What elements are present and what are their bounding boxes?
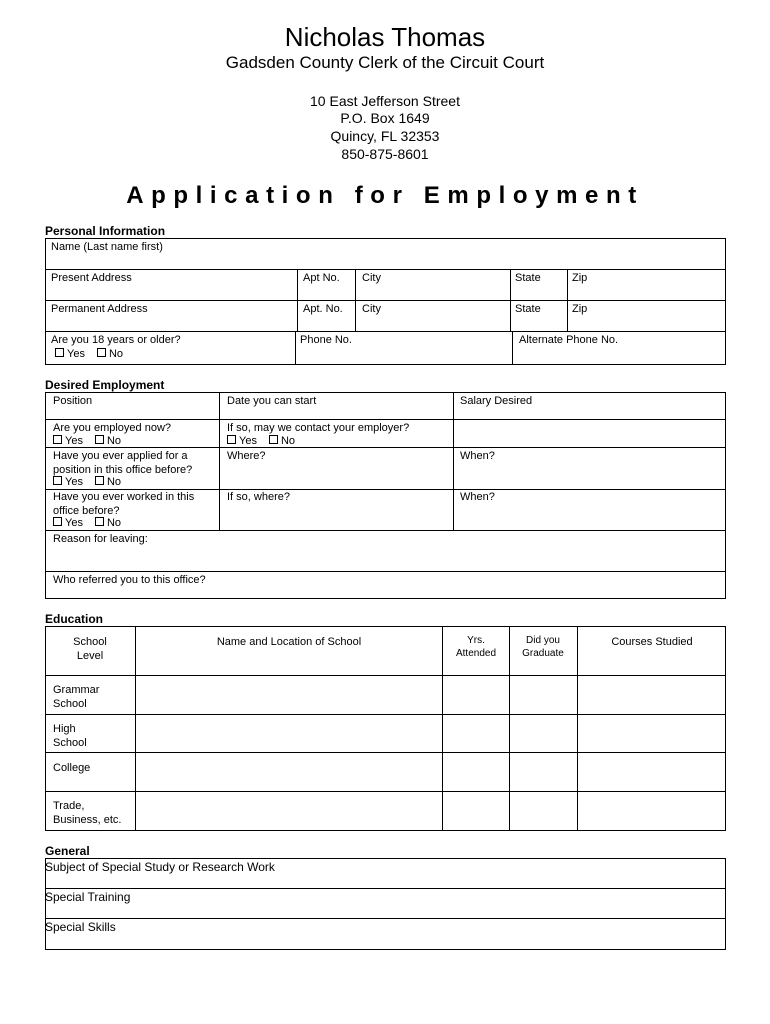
col-divider bbox=[135, 626, 136, 831]
row-divider bbox=[45, 571, 726, 572]
col-divider bbox=[509, 626, 510, 831]
col-divider bbox=[297, 269, 298, 300]
education-table bbox=[45, 626, 726, 831]
permanent-zip-field[interactable]: Zip bbox=[572, 303, 588, 315]
permanent-address-field[interactable]: Permanent Address bbox=[51, 303, 148, 315]
employed-now-label: Are you employed now? bbox=[53, 422, 172, 434]
col-school-name: Name and Location of School bbox=[216, 636, 362, 648]
no-label: No bbox=[106, 476, 122, 488]
zip-field[interactable]: Zip bbox=[572, 272, 588, 284]
special-study-field[interactable]: Subject of Special Study or Research Work bbox=[45, 860, 275, 874]
applied-before-yes-no[interactable] bbox=[53, 476, 121, 489]
row-divider bbox=[45, 447, 726, 448]
present-address-field[interactable]: Present Address bbox=[51, 272, 132, 284]
permanent-city-field[interactable]: City bbox=[362, 303, 381, 315]
checkbox-icon[interactable] bbox=[269, 435, 278, 444]
row-divider bbox=[45, 791, 726, 792]
row-divider bbox=[45, 300, 726, 301]
permanent-state-field[interactable]: State bbox=[515, 303, 541, 315]
contact-employer-yes-no[interactable] bbox=[227, 435, 295, 448]
employed-now-yes-no[interactable] bbox=[53, 435, 121, 448]
special-training-field[interactable]: Special Training bbox=[45, 890, 131, 904]
no-label: No bbox=[108, 348, 124, 360]
address-line-phone: 850-875-8601 bbox=[341, 146, 429, 162]
applicant-name-heading: Nicholas Thomas bbox=[284, 22, 486, 52]
special-skills-field[interactable]: Special Skills bbox=[45, 920, 116, 934]
no-label: No bbox=[106, 517, 122, 529]
worked-before-label: Have you ever worked in this office before? bbox=[53, 491, 195, 517]
no-label: No bbox=[280, 435, 296, 447]
worked-where-field[interactable]: If so, where? bbox=[227, 491, 290, 503]
address-line-city: Quincy, FL 32353 bbox=[330, 128, 440, 144]
col-divider bbox=[510, 300, 511, 331]
permanent-apt-no-field[interactable]: Apt. No. bbox=[303, 303, 343, 315]
education-heading: Education bbox=[45, 612, 104, 626]
row-divider bbox=[45, 714, 726, 715]
general-heading: General bbox=[45, 844, 90, 858]
col-divider bbox=[510, 269, 511, 300]
yes-label: Yes bbox=[65, 435, 83, 447]
col-graduate: Did you Graduate bbox=[522, 635, 564, 659]
checkbox-icon[interactable] bbox=[97, 348, 106, 357]
applied-where-field[interactable]: Where? bbox=[227, 450, 266, 462]
row-divider bbox=[45, 888, 726, 889]
referred-by-field[interactable]: Who referred you to this office? bbox=[53, 574, 206, 586]
row-divider bbox=[45, 331, 726, 332]
age-yes-no[interactable] bbox=[55, 348, 123, 361]
col-school-level: School Level bbox=[73, 636, 107, 662]
checkbox-icon[interactable] bbox=[53, 435, 62, 444]
alt-phone-field[interactable]: Alternate Phone No. bbox=[519, 334, 619, 346]
col-divider bbox=[567, 269, 568, 300]
row-divider bbox=[45, 918, 726, 919]
no-label: No bbox=[106, 435, 122, 447]
apt-no-field[interactable]: Apt No. bbox=[303, 272, 340, 284]
position-field[interactable]: Position bbox=[53, 395, 93, 407]
worked-before-yes-no[interactable] bbox=[53, 517, 121, 530]
checkbox-icon[interactable] bbox=[53, 476, 62, 485]
row-divider bbox=[45, 752, 726, 753]
col-divider bbox=[355, 269, 356, 300]
col-divider bbox=[219, 392, 220, 530]
col-yrs-attended: Yrs. Attended bbox=[455, 635, 497, 659]
yes-label: Yes bbox=[65, 476, 83, 488]
personal-info-heading: Personal Information bbox=[45, 224, 166, 238]
col-divider bbox=[442, 626, 443, 831]
salary-field[interactable]: Salary Desired bbox=[460, 395, 533, 407]
checkbox-icon[interactable] bbox=[95, 517, 104, 526]
address-line-pobox: P.O. Box 1649 bbox=[340, 110, 430, 126]
row-college: College bbox=[53, 762, 91, 774]
contact-employer-label: If so, may we contact your employer? bbox=[227, 422, 410, 434]
phone-field[interactable]: Phone No. bbox=[300, 334, 352, 346]
desired-employment-heading: Desired Employment bbox=[45, 378, 165, 392]
checkbox-icon[interactable] bbox=[55, 348, 64, 357]
row-high-school: High School bbox=[53, 723, 87, 749]
office-name: Gadsden County Clerk of the Circuit Court bbox=[225, 53, 545, 72]
worked-when-field[interactable]: When? bbox=[460, 491, 495, 503]
checkbox-icon[interactable] bbox=[227, 435, 236, 444]
form-title: Application for Employment bbox=[126, 182, 644, 209]
col-divider bbox=[453, 392, 454, 530]
state-field[interactable]: State bbox=[515, 272, 541, 284]
col-divider bbox=[577, 626, 578, 831]
reason-leaving-field[interactable]: Reason for leaving: bbox=[53, 533, 148, 545]
name-field-label[interactable]: Name (Last name first) bbox=[51, 241, 163, 253]
age-question-label: Are you 18 years or older? bbox=[51, 334, 181, 346]
col-divider bbox=[295, 331, 296, 365]
row-trade: Trade, Business, etc. bbox=[53, 800, 122, 826]
row-divider bbox=[45, 530, 726, 531]
yes-label: Yes bbox=[67, 348, 85, 360]
row-divider bbox=[45, 675, 726, 676]
col-courses: Courses Studied bbox=[611, 636, 693, 648]
checkbox-icon[interactable] bbox=[95, 435, 104, 444]
col-divider bbox=[512, 331, 513, 365]
row-divider bbox=[45, 419, 726, 420]
col-divider bbox=[297, 300, 298, 331]
start-date-field[interactable]: Date you can start bbox=[227, 395, 317, 407]
checkbox-icon[interactable] bbox=[53, 517, 62, 526]
yes-label: Yes bbox=[65, 517, 83, 529]
city-field[interactable]: City bbox=[362, 272, 381, 284]
address-line-street: 10 East Jefferson Street bbox=[310, 93, 460, 109]
applied-when-field[interactable]: When? bbox=[460, 450, 495, 462]
applied-before-label: Have you ever applied for a position in this office before? bbox=[53, 450, 193, 476]
checkbox-icon[interactable] bbox=[95, 476, 104, 485]
col-divider bbox=[355, 300, 356, 331]
col-divider bbox=[567, 300, 568, 331]
yes-label: Yes bbox=[239, 435, 257, 447]
row-divider bbox=[45, 269, 726, 270]
row-grammar-school: Grammar School bbox=[53, 684, 100, 710]
